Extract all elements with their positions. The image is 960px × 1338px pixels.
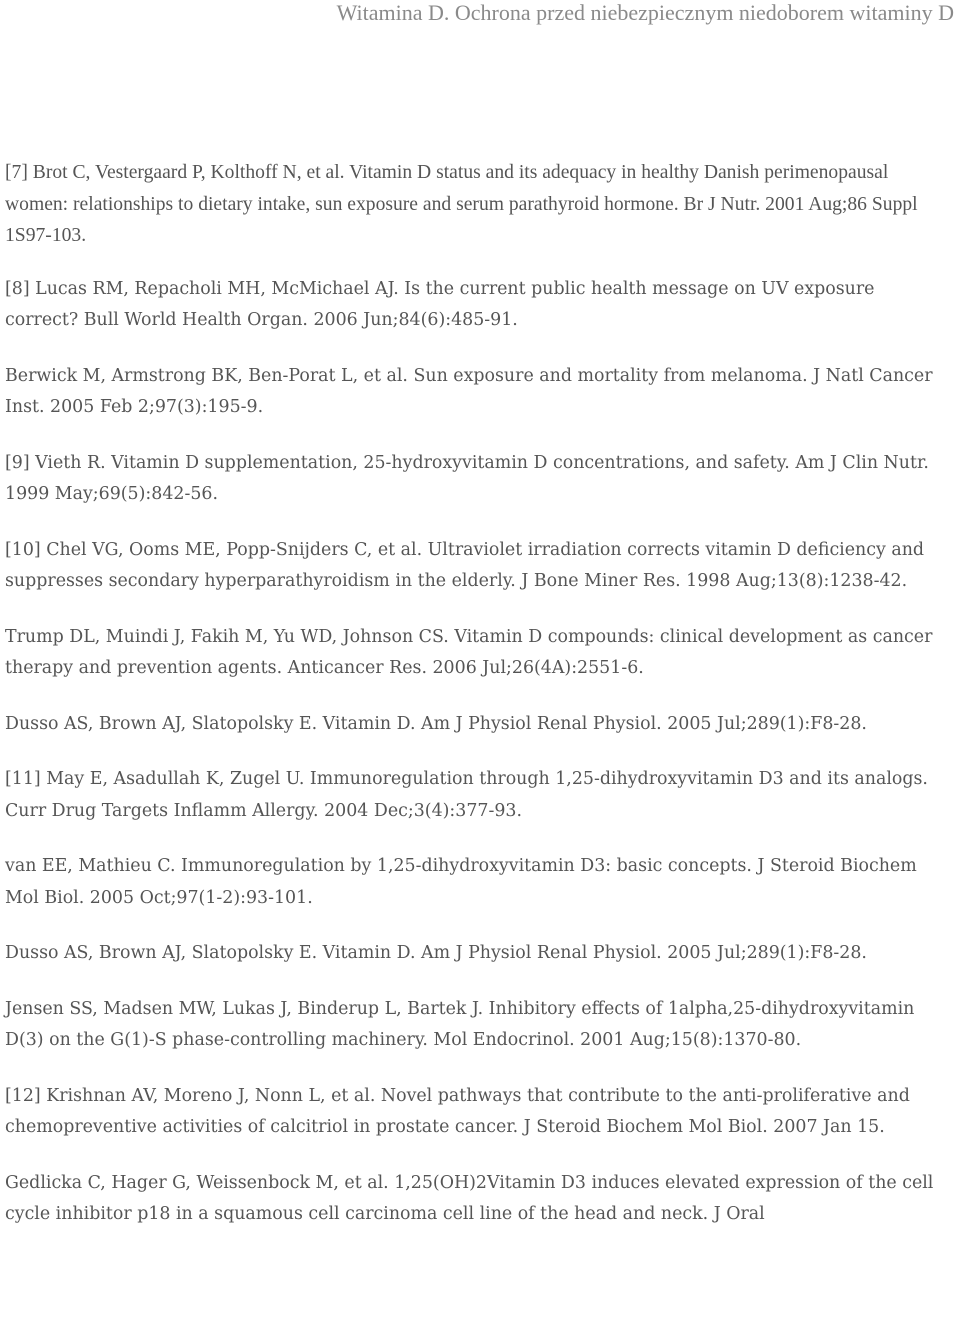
reference-item: Berwick M, Armstrong BK, Ben-Porat L, et al. Sun exposure and mortality from melanoma. J Natl Cancer Inst. 2005 Feb 2;97(3):195-9.: [5, 365, 933, 417]
reference-item: [11] May E, Asadullah K, Zugel U. Immunoregulation through 1,25-dihydroxyvitamin D3 and its analogs. Curr Drug Targets Inflamm Allergy. 2004 Dec;3(4):377-93.: [5, 769, 928, 821]
reference-item: [12] Krishnan AV, Moreno J, Nonn L, et al. Novel pathways that contribute to the anti-proliferative and chemopreventive activities of calcitriol in prostate cancer. J Steroid Biochem Mol Biol. 2007 Jan 15.: [5, 1085, 910, 1137]
reference-item: Jensen SS, Madsen MW, Lukas J, Binderup L, Bartek J. Inhibitory effects of 1alpha,25-dihydroxyvitamin D(3) on the G(1)-S phase-controlling machinery. Mol Endocrinol. 2001 Aug;15(8):1370-80.: [5, 998, 915, 1050]
reference-item: Gedlicka C, Hager G, Weissenbock M, et al. 1,25(OH)2Vitamin D3 induces elevated expression of the cell cycle inhibitor p18 in a squamous cell carcinoma cell line of the head and neck. J Oral: [5, 1172, 934, 1224]
reference-item: [8] Lucas RM, Repacholi MH, McMichael AJ. Is the current public health message on UV exposure correct? Bull World Health Organ. 2006 Jun;84(6):485-91.: [5, 278, 875, 330]
reference-item: van EE, Mathieu C. Immunoregulation by 1,25-dihydroxyvitamin D3: basic concepts. J Steroid Biochem Mol Biol. 2005 Oct;97(1-2):93-101.: [5, 856, 917, 908]
reference-list: [5, 157, 945, 1255]
reference-item: [9] Vieth R. Vitamin D supplementation, 25-hydroxyvitamin D concentrations, and safety. Am J Clin Nutr. 1999 May;69(5):842-56.: [5, 452, 929, 504]
reference-item: [7] Brot C, Vestergaard P, Kolthoff N, et al. Vitamin D status and its adequacy in healthy Danish perimenopausal women: relationships to dietary intake, sun exposure and serum parathyroid hormone. Br J Nutr. 2001 Aug;86 Suppl 1S97-103.: [5, 162, 918, 246]
reference-item: [10] Chel VG, Ooms ME, Popp-Snijders C, et al. Ultraviolet irradiation corrects vitamin D deficiency and suppresses secondary hyperparathyroidism in the elderly. J Bone Miner Res. 1998 Aug;13(8):1238-42.: [5, 539, 925, 591]
page-header-title: Witamina D. Ochrona przed niebezpiecznym niedoborem witaminy D: [336, 0, 954, 25]
reference-item: Trump DL, Muindi J, Fakih M, Yu WD, Johnson CS. Vitamin D compounds: clinical development as cancer therapy and prevention agents. Anticancer Res. 2006 Jul;26(4A):2551-6.: [5, 626, 933, 678]
reference-item: Dusso AS, Brown AJ, Slatopolsky E. Vitamin D. Am J Physiol Renal Physiol. 2005 Jul;289(1):F8-28.: [5, 713, 867, 734]
reference-item: Dusso AS, Brown AJ, Slatopolsky E. Vitamin D. Am J Physiol Renal Physiol. 2005 Jul;289(1):F8-28.: [5, 943, 867, 963]
